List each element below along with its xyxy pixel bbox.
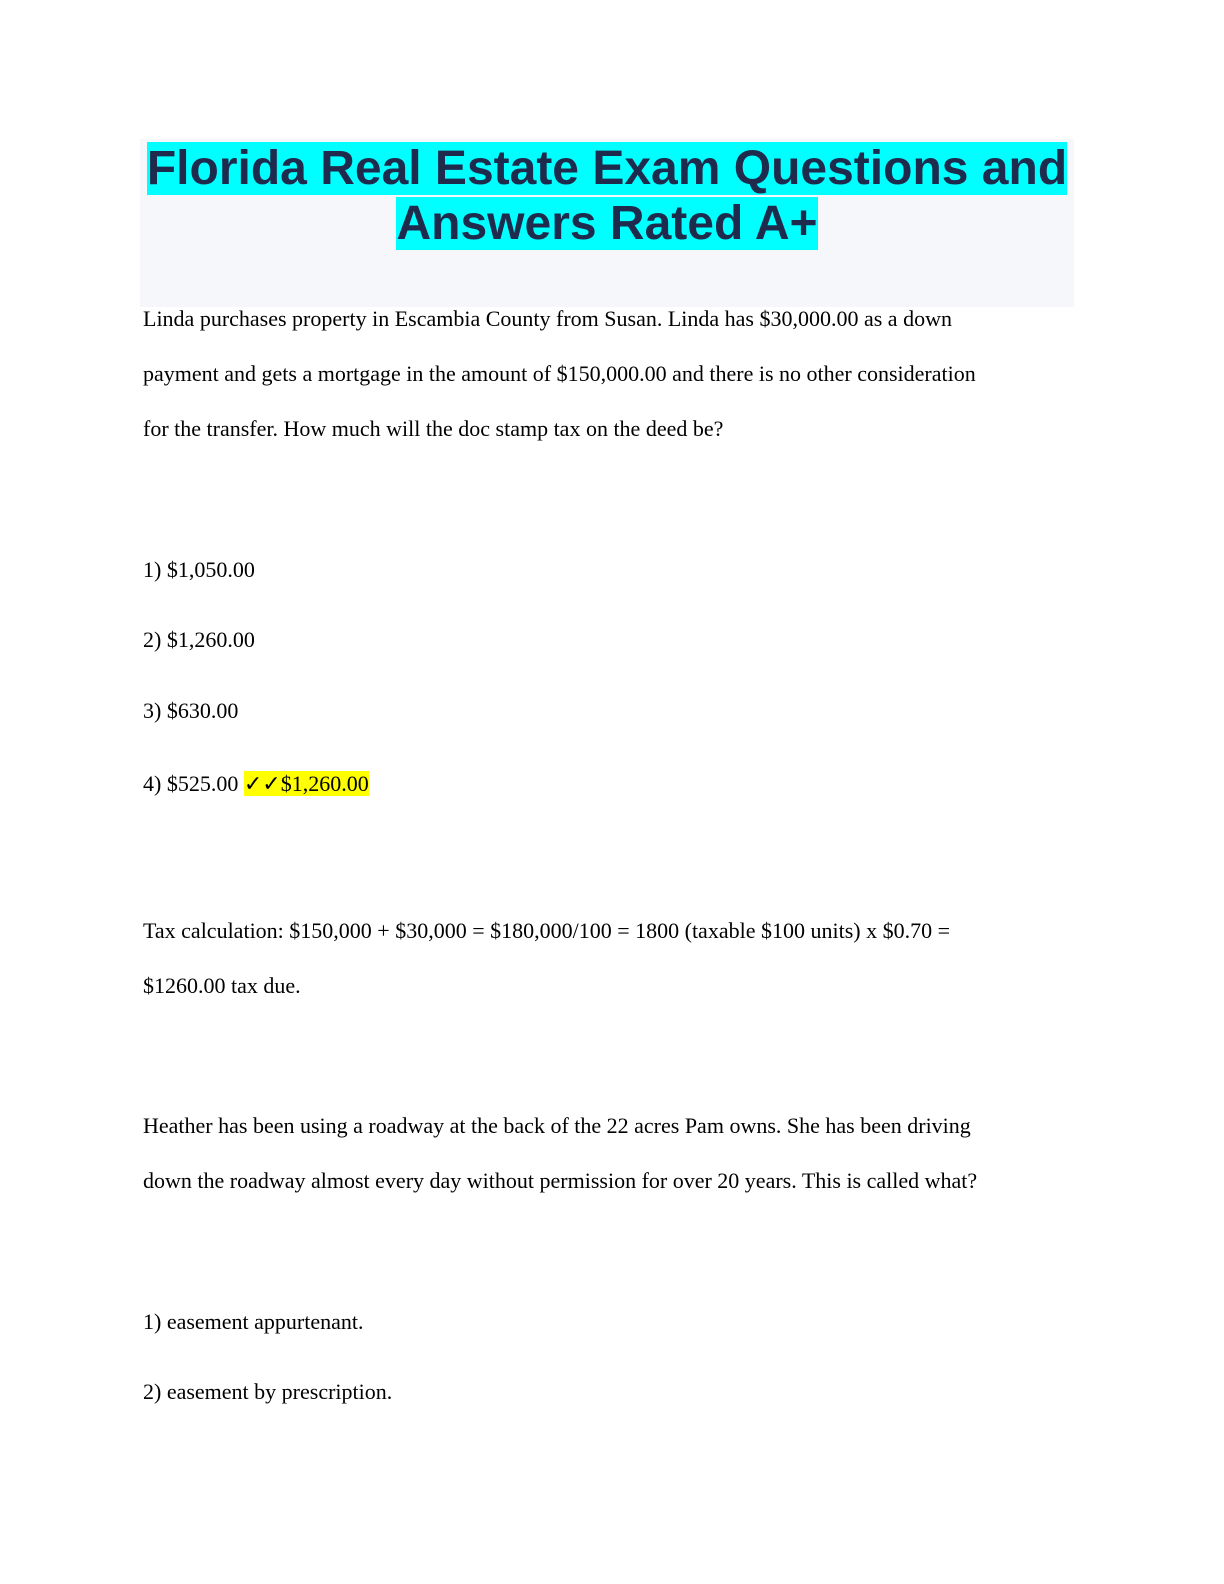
title-line-1: Florida Real Estate Exam Questions and [146,142,1068,195]
q1-option-1: 1) $1,050.00 [143,557,255,582]
q1-explanation-line-2: $1260.00 tax due. [143,973,301,998]
q1-line-3: for the transfer. How much will the doc stamp tax on the deed be? [143,416,724,441]
q1-explanation-line-1: Tax calculation: $150,000 + $30,000 = $180,000/100 = 1800 (taxable $100 units) x $0.70 = [143,918,950,943]
q1-option-4-row [143,771,369,797]
q1-option-4: 4) $525.00 [143,771,239,796]
q1-line-1: Linda purchases property in Escambia County from Susan. Linda has $30,000.00 as a down [143,306,952,331]
q2-option-1: 1) easement appurtenant. [143,1309,364,1334]
title-block [140,139,1074,307]
q2-line-2: down the roadway almost every day without permission for over 20 years. This is called what? [143,1168,978,1193]
q1-answer-highlight: ✓✓$1,260.00 [243,771,369,796]
q2-line-1: Heather has been using a roadway at the back of the 22 acres Pam owns. She has been driving [143,1113,971,1138]
q2-option-2: 2) easement by prescription. [143,1379,393,1404]
q1-option-2: 2) $1,260.00 [143,627,255,652]
q1-line-2: payment and gets a mortgage in the amount of $150,000.00 and there is no other consideration [143,361,976,386]
document-title [140,141,1074,251]
q1-option-3: 3) $630.00 [143,698,239,723]
title-line-2: Answers Rated A+ [396,197,818,250]
